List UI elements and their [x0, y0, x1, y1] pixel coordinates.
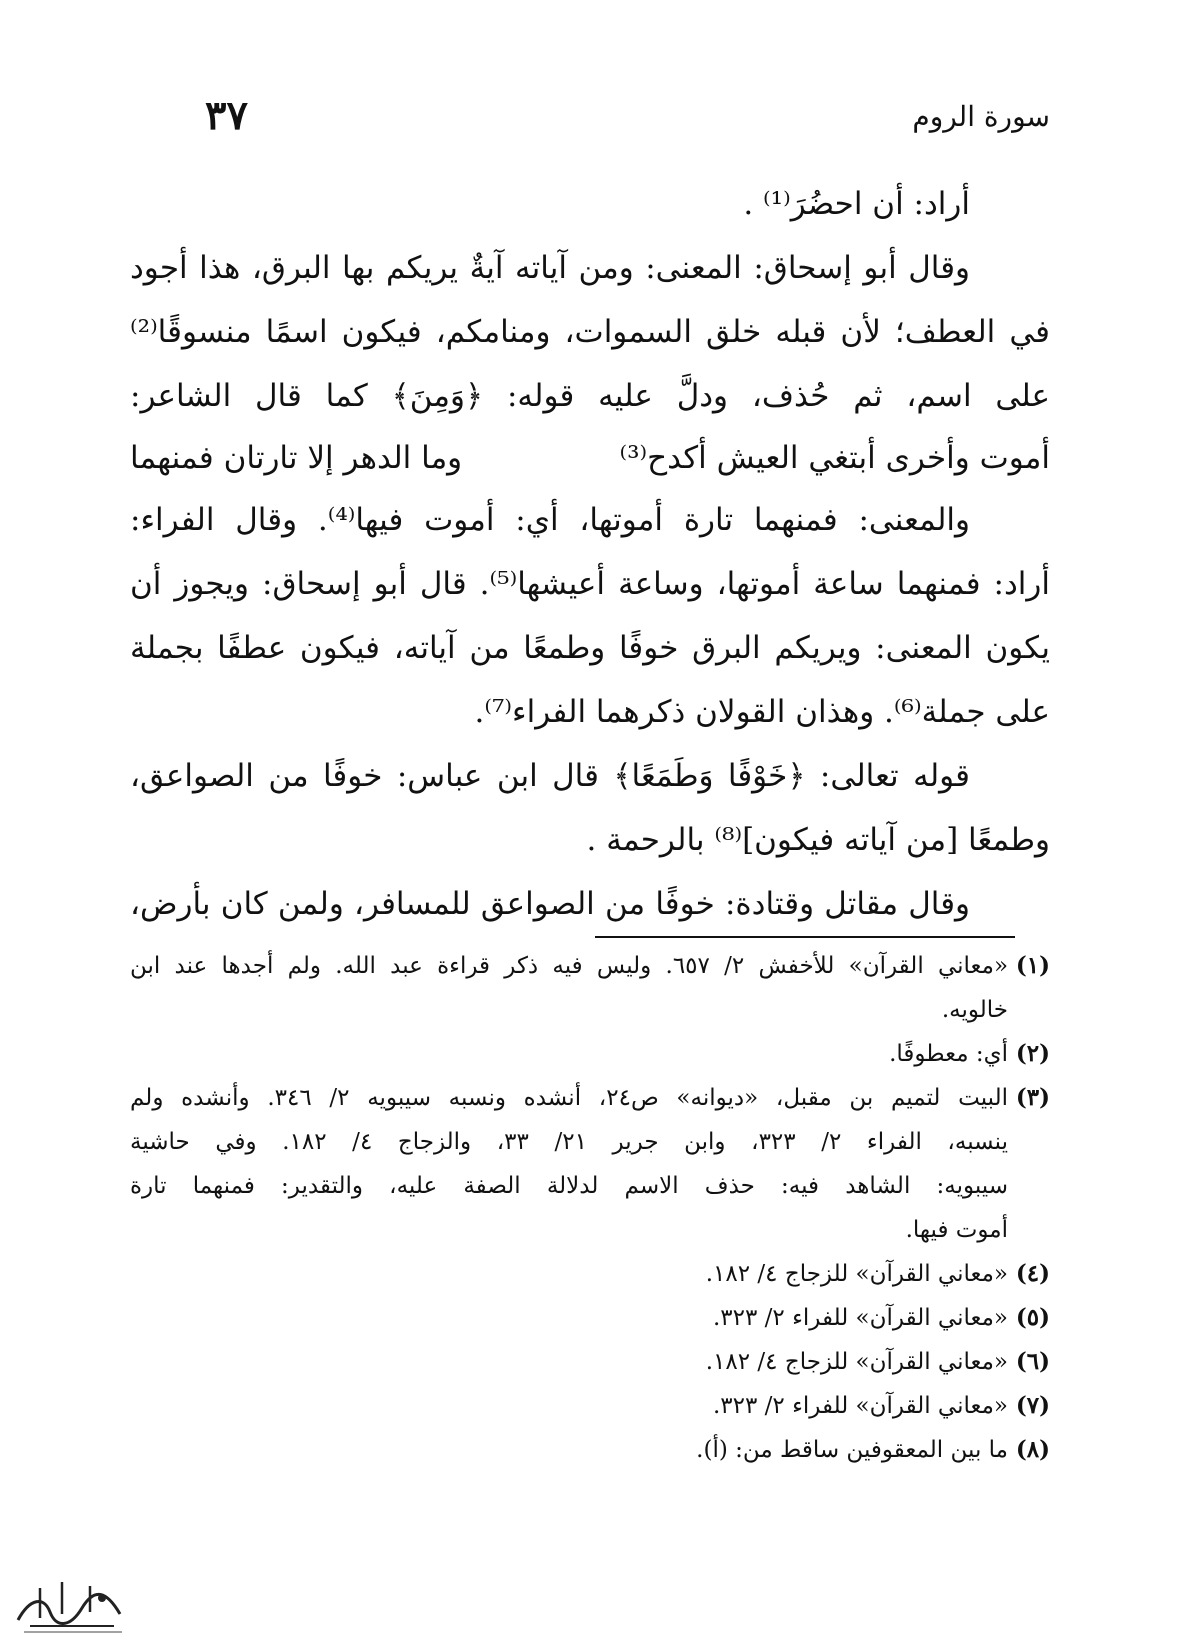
- footnote-line: أموت فيها.: [905, 1217, 1008, 1243]
- footnote-line: خالويه.: [941, 997, 1008, 1023]
- footnote-line: ينسبه، الفراء ٢/ ٣٢٣، وابن جرير ٢١/ ٣٣، والزجاج ٤/ ١٨٢. وفي حاشية: [130, 1129, 1008, 1155]
- footnote-line: أي: معطوفًا.: [889, 1041, 1008, 1067]
- footnote-line: «معاني القرآن» للزجاج ٤/ ١٨٢.: [705, 1261, 1008, 1287]
- paragraph-line: وقال مقاتل وقتادة: خوفًا من الصواعق للمسافر، ولمن كان بأرض،: [130, 886, 970, 922]
- footnote-text: [130, 1076, 1008, 1252]
- footnote-separator: [595, 936, 1015, 938]
- footnote: [130, 1252, 1050, 1296]
- page-header: [130, 92, 1050, 152]
- verse-first-hemistich: وما الدهر إلا تارتان فمنهما: [130, 440, 463, 476]
- footnote-text: [130, 944, 1008, 1032]
- paragraph-line: وطمعًا [من آياته فيكون]⁽⁸⁾ بالرحمة .: [586, 822, 1050, 858]
- paragraph-line: أراد: أن احضُرَ⁽¹⁾ .: [743, 186, 970, 222]
- footnote-number: (٣): [1015, 1084, 1050, 1111]
- footnotes: [130, 944, 1050, 1472]
- poetry-verse: [130, 428, 1050, 488]
- footnote-line: ما بين المعقوفين ساقط من: (أ).: [696, 1437, 1008, 1463]
- footnote-number: (٨): [1015, 1436, 1050, 1463]
- paragraph-line: على جملة⁽⁶⁾. وهذان القولان ذكرهما الفراء⁽⁷⁾.: [474, 694, 1050, 730]
- footnote-text: [130, 1340, 1008, 1384]
- footnote: [130, 944, 1050, 1032]
- footnote-line: «معاني القرآن» للأخفش ٢/ ٦٥٧. وليس فيه ذكر قراءة عبد الله. ولم أجدها عند ابن: [130, 953, 1008, 979]
- footnote-text: [130, 1252, 1008, 1296]
- footnote-text: [130, 1428, 1008, 1472]
- footnote-line: سيبويه: الشاهد فيه: حذف الاسم لدلالة الصفة عليه، والتقدير: فمنهما تارة: [130, 1173, 1008, 1199]
- main-text: [130, 172, 1050, 936]
- footnote-number: (٤): [1015, 1260, 1050, 1287]
- footnote-text: [130, 1384, 1008, 1428]
- footnote: [130, 1032, 1050, 1076]
- footnote-text: [130, 1032, 1008, 1076]
- verse-second-hemistich: أموت وأخرى أبتغي العيش أكدح⁽³⁾: [619, 440, 1050, 476]
- footnote: [130, 1296, 1050, 1340]
- footnote-number: (٦): [1015, 1348, 1050, 1375]
- footnote-line: البيت لتميم بن مقبل، «ديوانه» ص٢٤، أنشده ونسبه سيبويه ٢/ ٣٤٦. وأنشده ولم: [130, 1085, 1008, 1111]
- footnote-line: «معاني القرآن» للفراء ٢/ ٣٢٣.: [712, 1305, 1008, 1331]
- paragraph-line: على اسم، ثم حُذف، ودلَّ عليه قوله: ﴿وَمِنَ﴾ كما قال الشاعر:: [130, 378, 1050, 414]
- surah-title: سورة الروم: [912, 100, 1050, 133]
- footnote: [130, 1340, 1050, 1384]
- footnote: [130, 1428, 1050, 1472]
- paragraph-line: أراد: فمنهما ساعة أموتها، وساعة أعيشها⁽⁵⁾. قال أبو إسحاق: ويجوز أن: [130, 566, 1050, 602]
- paragraph-line: في العطف؛ لأن قبله خلق السموات، ومنامكم، فيكون اسمًا منسوقًا⁽²⁾: [130, 314, 1050, 350]
- footnote-number: (١): [1015, 952, 1050, 979]
- footnote-number: (٢): [1015, 1040, 1050, 1067]
- footnote: [130, 1384, 1050, 1428]
- footnote-number: (٥): [1015, 1304, 1050, 1331]
- paragraph-line: وقال أبو إسحاق: المعنى: ومن آياته آيةٌ يريكم بها البرق، هذا أجود: [130, 250, 970, 286]
- paragraph-line: يكون المعنى: ويريكم البرق خوفًا وطمعًا من آياته، فيكون عطفًا بجملة: [130, 630, 1050, 666]
- publisher-logo: [10, 1568, 130, 1640]
- footnote-line: «معاني القرآن» للفراء ٢/ ٣٢٣.: [712, 1393, 1008, 1419]
- footnote-text: [130, 1296, 1008, 1340]
- footnote-line: «معاني القرآن» للزجاج ٤/ ١٨٢.: [705, 1349, 1008, 1375]
- footnote-number: (٧): [1015, 1392, 1050, 1419]
- paragraph-line: والمعنى: فمنهما تارة أموتها، أي: أموت فيها⁽⁴⁾. وقال الفراء:: [130, 502, 970, 538]
- page-number: ٣٧: [205, 92, 248, 139]
- footnote: [130, 1076, 1050, 1252]
- paragraph-line: قوله تعالى: ﴿خَوْفًا وَطَمَعًا﴾ قال ابن عباس: خوفًا من الصواعق،: [130, 758, 970, 794]
